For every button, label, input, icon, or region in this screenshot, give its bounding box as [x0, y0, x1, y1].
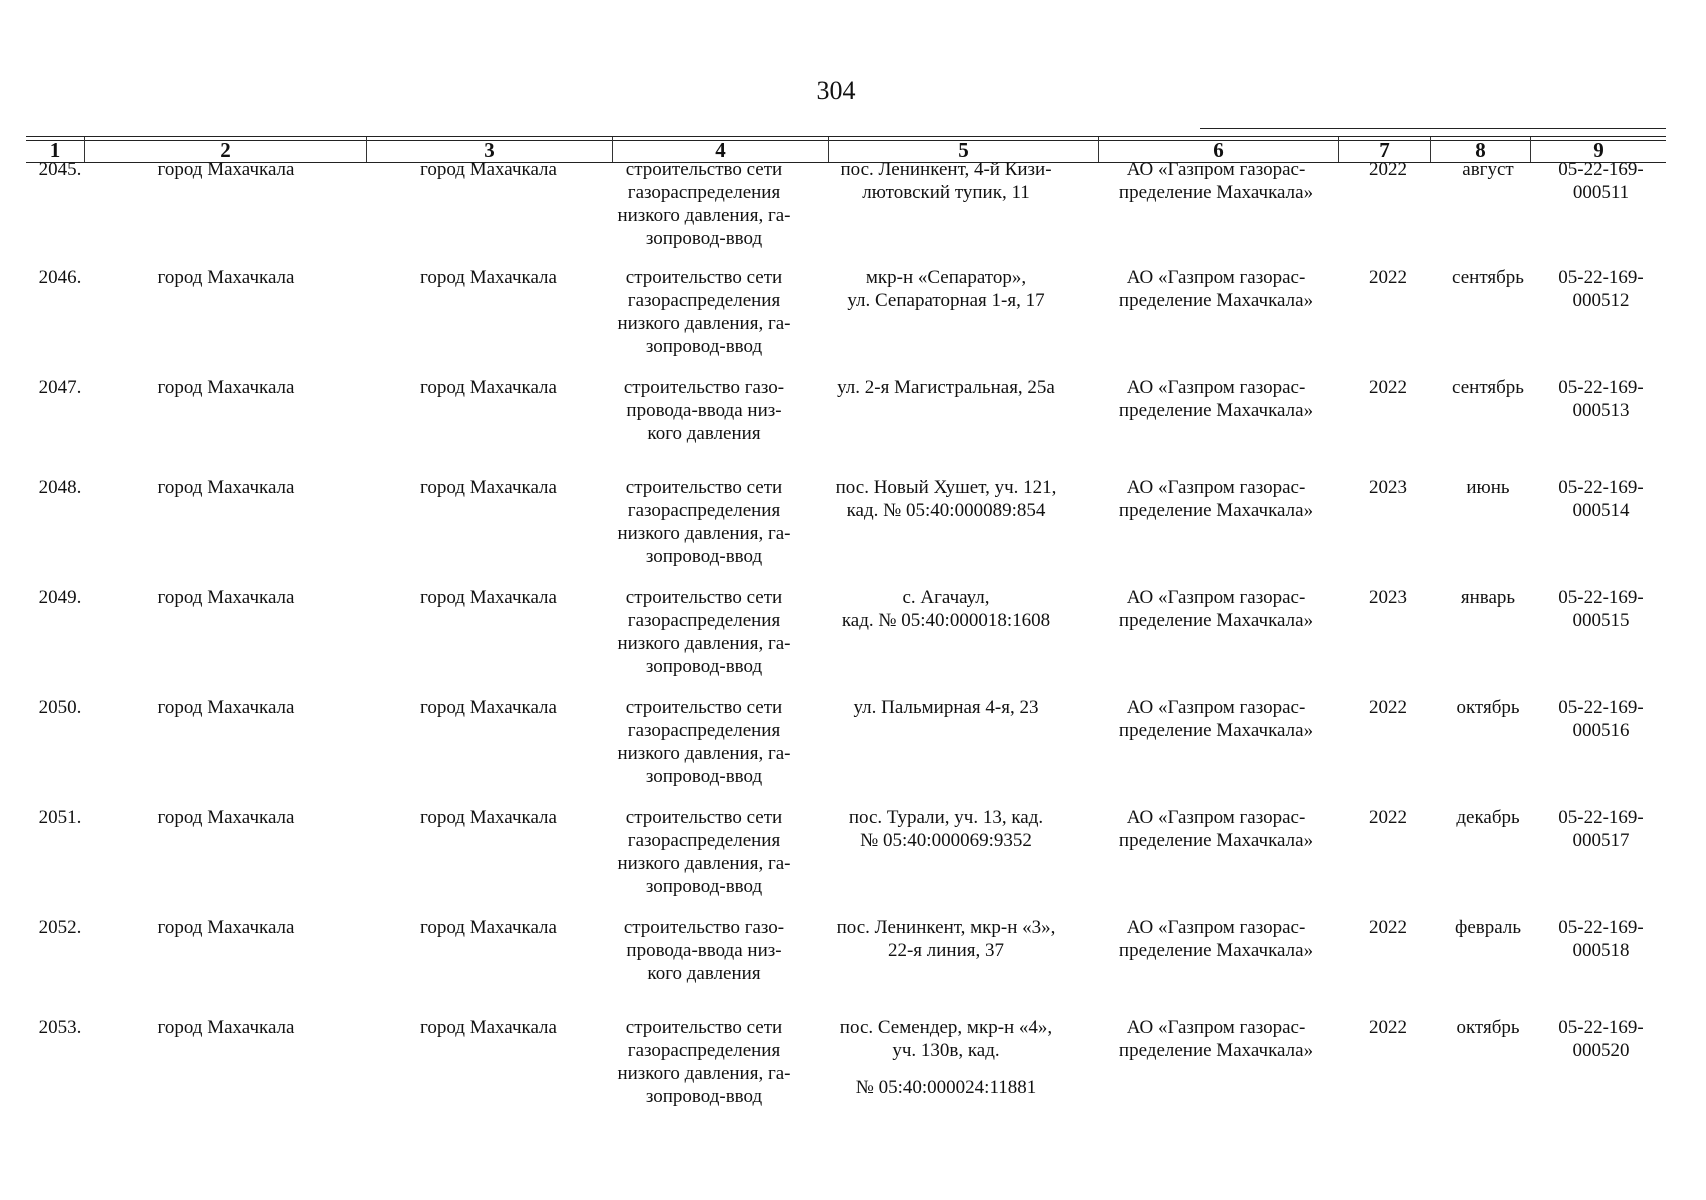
- code-line: 05-22-169-: [1558, 917, 1644, 938]
- work-line: газораспределения: [627, 1040, 781, 1061]
- code-line: 05-22-169-: [1558, 477, 1644, 498]
- work-line: газораспределения: [627, 500, 781, 521]
- organization-cell: [1086, 916, 1346, 962]
- year-cell: 2022: [1369, 159, 1407, 180]
- work-line: строительство газо-: [623, 377, 785, 398]
- district-cell: город Махачкала: [157, 697, 295, 718]
- work-line: газораспределения: [627, 610, 781, 631]
- locality-cell: город Махачкала: [420, 377, 557, 398]
- work-line: строительство сети: [625, 807, 783, 828]
- work-cell: [594, 1016, 814, 1108]
- organization-line: АО «Газпром газорас-: [1126, 587, 1306, 608]
- district-cell: город Махачкала: [157, 477, 295, 498]
- organization-line: АО «Газпром газорас-: [1126, 1017, 1306, 1038]
- locality-cell: город Махачкала: [420, 477, 557, 498]
- work-line: зопровод-ввод: [645, 546, 763, 567]
- address-line: 22-я линия, 37: [887, 940, 1005, 961]
- row-number: 2049.: [38, 587, 82, 608]
- work-line: низкого давления, га-: [617, 205, 791, 226]
- code-line: 000514: [1572, 500, 1630, 521]
- address-line: с. Агачаул,: [902, 587, 990, 608]
- address-cell: [806, 696, 1086, 719]
- column-header: 8: [1430, 137, 1530, 162]
- address-cell: [806, 476, 1086, 522]
- work-cell: [594, 376, 814, 445]
- code-cell: [1536, 916, 1666, 962]
- locality-cell: город Махачкала: [420, 697, 557, 718]
- code-cell: [1536, 476, 1666, 522]
- work-line: строительство газо-: [623, 917, 785, 938]
- work-cell: [594, 806, 814, 898]
- code-line: 000516: [1572, 720, 1630, 741]
- organization-cell: [1086, 158, 1346, 204]
- locality-cell: город Махачкала: [420, 917, 557, 938]
- work-line: зопровод-ввод: [645, 876, 763, 897]
- work-line: низкого давления, га-: [617, 1063, 791, 1084]
- column-header: 7: [1338, 137, 1430, 162]
- month-cell: сентябрь: [1452, 267, 1524, 288]
- work-line: зопровод-ввод: [645, 766, 763, 787]
- district-cell: город Махачкала: [157, 159, 295, 180]
- address-line: кад. № 05:40:000018:1608: [841, 610, 1051, 631]
- code-line: 05-22-169-: [1558, 377, 1644, 398]
- year-cell: 2023: [1369, 477, 1407, 498]
- address-line: пос. Семендер, мкр-н «4»,: [839, 1017, 1053, 1038]
- month-cell: июнь: [1466, 477, 1510, 498]
- column-header: 1: [49, 138, 61, 162]
- organization-cell: [1086, 586, 1346, 632]
- code-cell: [1536, 376, 1666, 422]
- address-cell: [806, 916, 1086, 962]
- work-line: провода-ввода низ-: [626, 940, 782, 961]
- district-cell: город Махачкала: [157, 267, 295, 288]
- work-line: низкого давления, га-: [617, 633, 791, 654]
- district-cell: город Махачкала: [157, 917, 295, 938]
- work-cell: [594, 158, 814, 250]
- organization-line: АО «Газпром газорас-: [1126, 377, 1306, 398]
- month-cell: сентябрь: [1452, 377, 1524, 398]
- address-cell: [806, 586, 1086, 632]
- address-line: пос. Ленинкент, 4-й Кизи-: [840, 159, 1052, 180]
- address-gap: [806, 1062, 1086, 1076]
- work-line: низкого давления, га-: [617, 523, 791, 544]
- code-cell: [1536, 586, 1666, 632]
- month-cell: январь: [1460, 587, 1516, 608]
- organization-line: АО «Газпром газорас-: [1126, 267, 1306, 288]
- row-number: 2045.: [38, 159, 82, 180]
- address-cell: [806, 266, 1086, 312]
- month-cell: октябрь: [1456, 1017, 1520, 1038]
- organization-line: АО «Газпром газорас-: [1126, 807, 1306, 828]
- address-line: № 05:40:000069:9352: [860, 830, 1032, 851]
- work-line: низкого давления, га-: [617, 853, 791, 874]
- page-number: 304: [816, 76, 856, 105]
- address-line: ул. Сепараторная 1-я, 17: [847, 290, 1045, 311]
- address-line: пос. Ленинкент, мкр-н «3»,: [836, 917, 1056, 938]
- row-number: 2053.: [38, 1017, 82, 1038]
- code-line: 000515: [1572, 610, 1630, 631]
- code-cell: [1536, 266, 1666, 312]
- row-number: 2050.: [38, 697, 82, 718]
- year-cell: 2023: [1369, 587, 1407, 608]
- work-line: низкого давления, га-: [617, 743, 791, 764]
- organization-line: пределение Махачкала»: [1118, 500, 1314, 521]
- address-line: ул. 2-я Магистральная, 25а: [837, 377, 1055, 398]
- organization-line: пределение Махачкала»: [1118, 182, 1314, 203]
- work-cell: [594, 696, 814, 788]
- column-header: 2: [84, 137, 366, 162]
- year-cell: 2022: [1369, 267, 1407, 288]
- work-line: провода-ввода низ-: [626, 400, 782, 421]
- work-line: строительство сети: [625, 697, 783, 718]
- locality-cell: город Махачкала: [420, 1017, 557, 1038]
- locality-cell: город Махачкала: [420, 267, 557, 288]
- organization-cell: [1086, 696, 1346, 742]
- month-cell: февраль: [1455, 917, 1521, 938]
- code-line: 000518: [1572, 940, 1630, 961]
- work-line: кого давления: [647, 423, 761, 444]
- organization-cell: [1086, 476, 1346, 522]
- address-line: уч. 130в, кад.: [892, 1040, 1000, 1061]
- work-line: низкого давления, га-: [617, 313, 791, 334]
- column-header: 4: [612, 137, 828, 162]
- code-line: 05-22-169-: [1558, 587, 1644, 608]
- month-cell: декабрь: [1456, 807, 1520, 828]
- code-line: 000511: [1572, 182, 1630, 203]
- organization-line: АО «Газпром газорас-: [1126, 697, 1306, 718]
- organization-line: пределение Махачкала»: [1118, 1040, 1314, 1061]
- column-header: 3: [366, 137, 612, 162]
- code-cell: [1536, 1016, 1666, 1062]
- organization-line: пределение Махачкала»: [1118, 610, 1314, 631]
- address-line: лютовский тупик, 11: [862, 182, 1030, 203]
- work-cell: [594, 476, 814, 568]
- address-cell: [806, 1016, 1086, 1099]
- organization-cell: [1086, 266, 1346, 312]
- work-cell: [594, 586, 814, 678]
- year-cell: 2022: [1369, 1017, 1407, 1038]
- organization-line: АО «Газпром газорас-: [1126, 159, 1306, 180]
- column-header: 6: [1098, 137, 1338, 162]
- column-header: 9: [1530, 137, 1666, 162]
- row-number: 2046.: [38, 267, 82, 288]
- address-line: кад. № 05:40:000089:854: [846, 500, 1046, 521]
- code-line: 05-22-169-: [1558, 159, 1644, 180]
- column-header: 5: [828, 137, 1098, 162]
- locality-cell: город Махачкала: [420, 159, 557, 180]
- code-line: 000512: [1572, 290, 1630, 311]
- work-line: строительство сети: [625, 159, 783, 180]
- work-line: зопровод-ввод: [645, 228, 763, 249]
- row-number: 2051.: [38, 807, 82, 828]
- code-line: 000513: [1572, 400, 1630, 421]
- organization-cell: [1086, 1016, 1346, 1062]
- work-line: зопровод-ввод: [645, 656, 763, 677]
- organization-cell: [1086, 806, 1346, 852]
- organization-line: пределение Махачкала»: [1118, 400, 1314, 421]
- row-number: 2047.: [38, 377, 82, 398]
- code-cell: [1536, 806, 1666, 852]
- month-cell: август: [1462, 159, 1514, 180]
- address-line: пос. Турали, уч. 13, кад.: [848, 807, 1044, 828]
- work-line: газораспределения: [627, 830, 781, 851]
- year-cell: 2022: [1369, 377, 1407, 398]
- year-cell: 2022: [1369, 697, 1407, 718]
- code-line: 000517: [1572, 830, 1630, 851]
- work-line: газораспределения: [627, 720, 781, 741]
- code-line: 000520: [1572, 1040, 1630, 1061]
- address-cell: [806, 376, 1086, 399]
- code-cell: [1536, 158, 1666, 204]
- organization-cell: [1086, 376, 1346, 422]
- organization-line: пределение Махачкала»: [1118, 940, 1314, 961]
- work-line: зопровод-ввод: [645, 336, 763, 357]
- locality-cell: город Махачкала: [420, 807, 557, 828]
- work-line: строительство сети: [625, 477, 783, 498]
- locality-cell: город Махачкала: [420, 587, 557, 608]
- organization-line: АО «Газпром газорас-: [1126, 917, 1306, 938]
- work-line: строительство сети: [625, 1017, 783, 1038]
- organization-line: пределение Махачкала»: [1118, 290, 1314, 311]
- code-line: 05-22-169-: [1558, 807, 1644, 828]
- table-top-rule-right: [1200, 128, 1666, 129]
- address-line: пос. Новый Хушет, уч. 121,: [835, 477, 1057, 498]
- work-cell: [594, 916, 814, 985]
- work-line: зопровод-ввод: [645, 1086, 763, 1107]
- address-cell: [806, 806, 1086, 852]
- district-cell: город Махачкала: [157, 377, 295, 398]
- work-line: газораспределения: [627, 182, 781, 203]
- month-cell: октябрь: [1456, 697, 1520, 718]
- address-line: ул. Пальмирная 4-я, 23: [853, 697, 1039, 718]
- code-line: 05-22-169-: [1558, 1017, 1644, 1038]
- district-cell: город Махачкала: [157, 807, 295, 828]
- row-number: 2052.: [38, 917, 82, 938]
- year-cell: 2022: [1369, 807, 1407, 828]
- work-line: строительство сети: [625, 267, 783, 288]
- code-line: 05-22-169-: [1558, 697, 1644, 718]
- district-cell: город Махачкала: [157, 587, 295, 608]
- work-cell: [594, 266, 814, 358]
- organization-line: пределение Махачкала»: [1118, 830, 1314, 851]
- work-line: строительство сети: [625, 587, 783, 608]
- work-line: газораспределения: [627, 290, 781, 311]
- code-line: 05-22-169-: [1558, 267, 1644, 288]
- row-number: 2048.: [38, 477, 82, 498]
- year-cell: 2022: [1369, 917, 1407, 938]
- code-cell: [1536, 696, 1666, 742]
- work-line: кого давления: [647, 963, 761, 984]
- address-cell: [806, 158, 1086, 204]
- district-cell: город Махачкала: [157, 1017, 295, 1038]
- organization-line: пределение Махачкала»: [1118, 720, 1314, 741]
- address-line: мкр-н «Сепаратор»,: [865, 267, 1027, 288]
- organization-line: АО «Газпром газорас-: [1126, 477, 1306, 498]
- address-line: № 05:40:000024:11881: [855, 1077, 1037, 1098]
